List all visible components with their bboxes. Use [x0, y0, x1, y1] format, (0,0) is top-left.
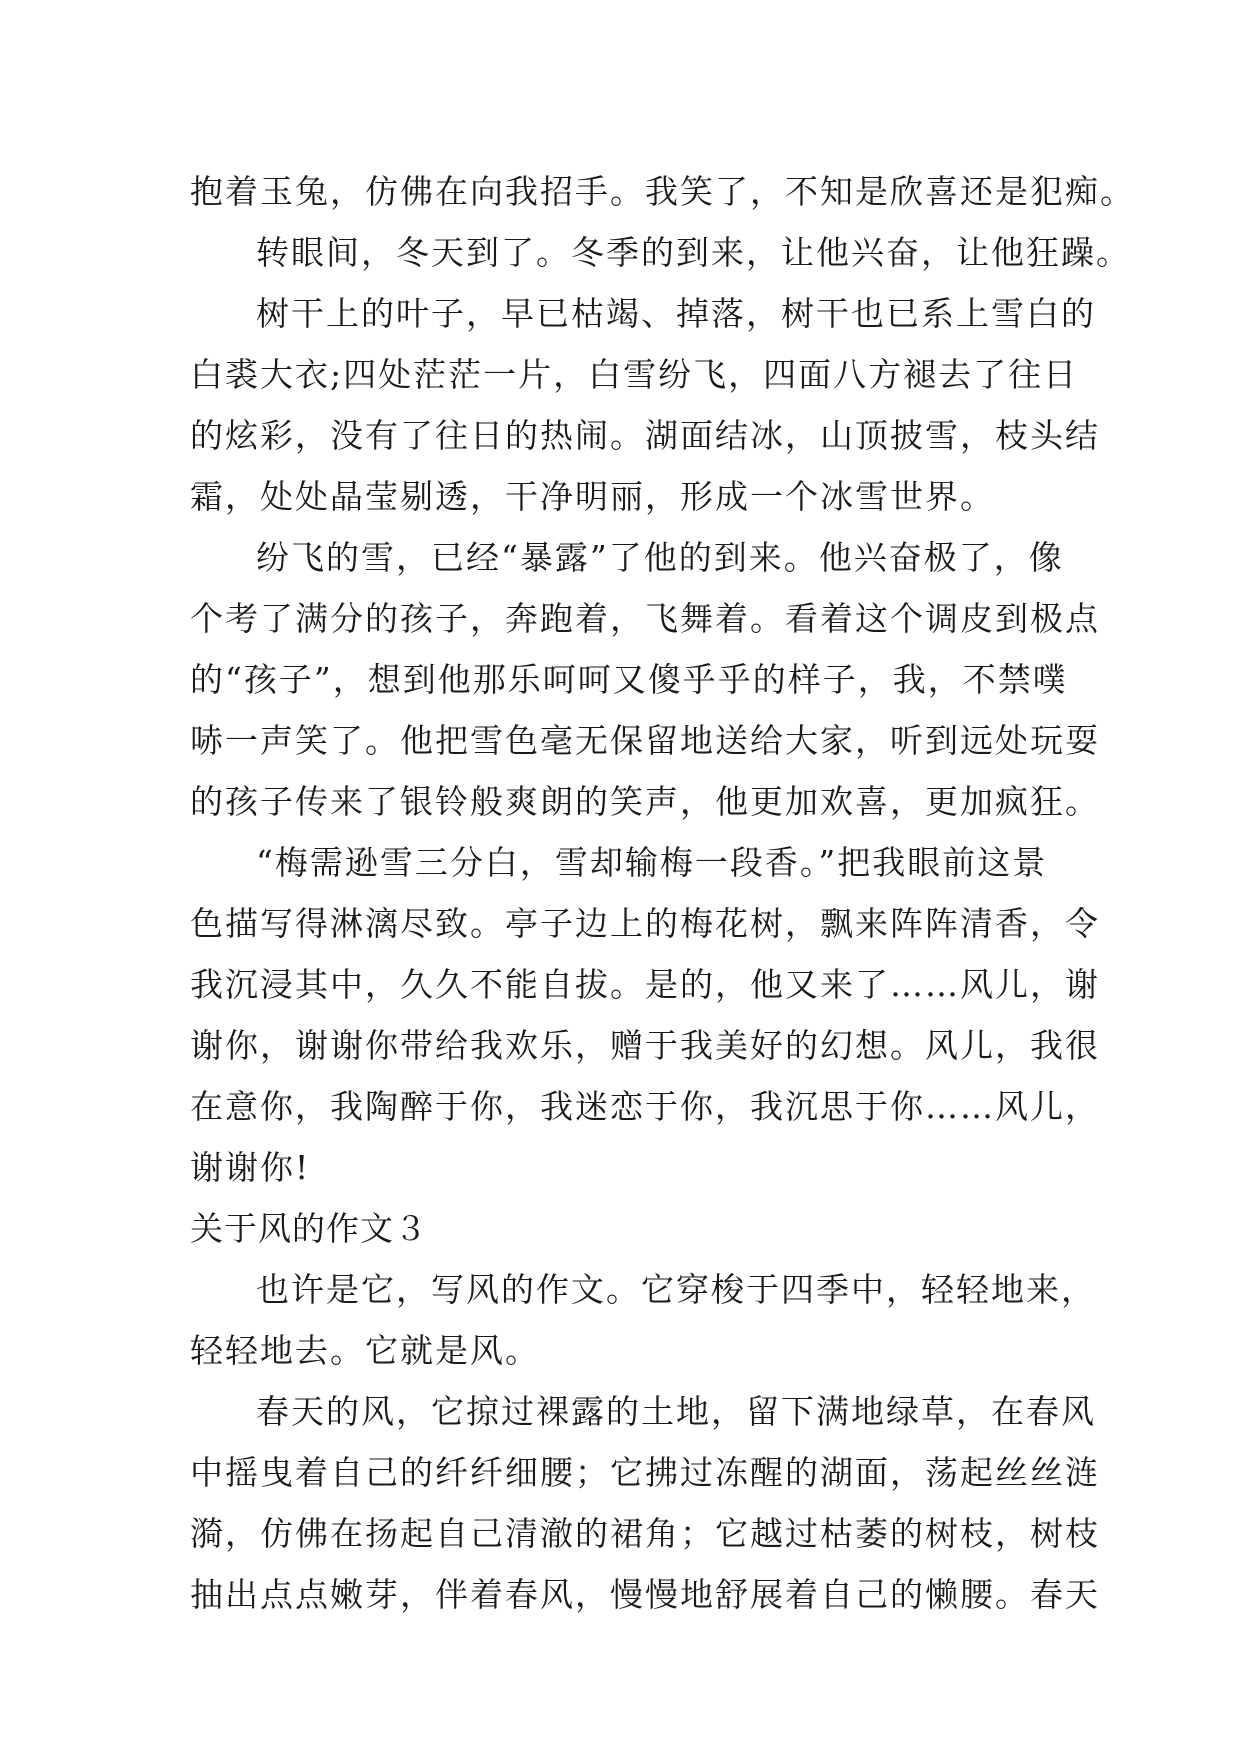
text-line: 谢谢你! — [190, 1148, 311, 1187]
text-line: 谢你，谢谢你带给我欢乐，赠于我美好的幻想。风儿，我很 — [190, 1026, 1100, 1065]
text-line: 的孩子传来了银铃般爽朗的笑声，他更加欢喜，更加疯狂。 — [190, 782, 1100, 821]
text-line: “梅需逊雪三分白，雪却输梅一段香。”把我眼前这景 — [256, 843, 1048, 882]
text-line: 白裘大衣;四处茫茫一片，白雪纷飞，四面八方褪去了往日 — [190, 355, 1079, 394]
text-line: 色描写得淋漓尽致。亭子边上的梅花树，飘来阵阵清香，令 — [190, 904, 1100, 943]
text-line: 轻轻地去。它就是风。 — [190, 1331, 540, 1370]
text-line: 树干上的叶子，早已枯竭、掉落，树干也已系上雪白的 — [256, 294, 1096, 333]
text-line: 在意你，我陶醉于你，我迷恋于你，我沉思于你……风儿， — [190, 1087, 1100, 1126]
text-line: 的“孩子”，想到他那乐呵呵又傻乎乎的样子，我，不禁噗 — [190, 660, 1068, 699]
text-line: 哧一声笑了。他把雪色毫无保留地送给大家，听到远处玩耍 — [190, 721, 1100, 760]
text-line: 抱着玉兔，仿佛在向我招手。我笑了，不知是欣喜还是犯痴。 — [190, 172, 1135, 211]
section-heading: 关于风的作文３ — [190, 1209, 428, 1248]
text-line: 霜，处处晶莹剔透，干净明丽，形成一个冰雪世界。 — [190, 477, 995, 516]
text-line: 转眼间，冬天到了。冬季的到来，让他兴奋，让他狂躁。 — [256, 233, 1131, 272]
text-line: 我沉浸其中，久久不能自拔。是的，他又来了……风儿，谢 — [190, 965, 1100, 1004]
text-line: 也许是它，写风的作文。它穿梭于四季中，轻轻地来， — [256, 1270, 1096, 1309]
text-line: 漪，仿佛在扬起自己清澈的裙角；它越过枯萎的树枝，树枝 — [190, 1514, 1100, 1553]
text-line: 春天的风，它掠过裸露的土地，留下满地绿草，在春风 — [256, 1392, 1096, 1431]
body-text — [190, 161, 1135, 1625]
text-line: 的炫彩，没有了往日的热闹。湖面结冰，山顶披雪，枝头结 — [190, 416, 1100, 455]
text-line: 中摇曳着自己的纤纤细腰；它拂过冻醒的湖面，荡起丝丝涟 — [190, 1453, 1100, 1492]
text-line: 个考了满分的孩子，奔跑着，飞舞着。看着这个调皮到极点 — [190, 599, 1100, 638]
text-line: 抽出点点嫩芽，伴着春风，慢慢地舒展着自己的懒腰。春天 — [190, 1575, 1100, 1614]
text-line: 纷飞的雪，已经“暴露”了他的到来。他兴奋极了，像 — [256, 538, 1064, 577]
